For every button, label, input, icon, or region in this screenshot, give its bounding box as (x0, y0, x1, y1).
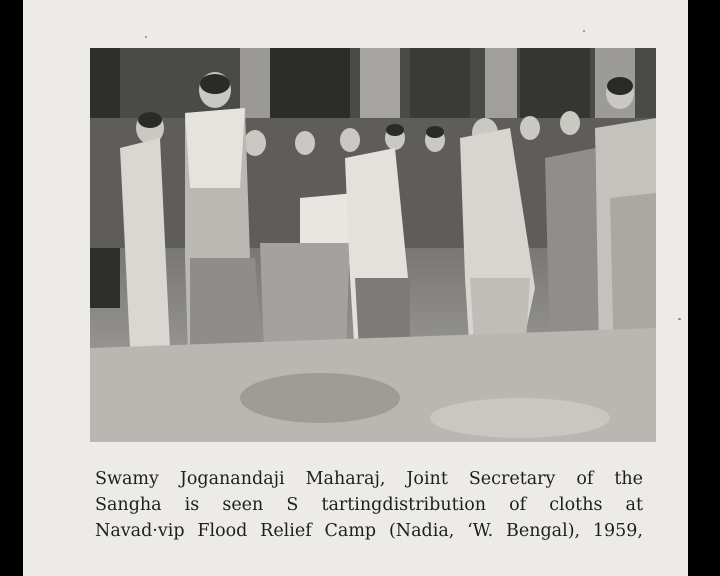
page-speck (678, 318, 681, 320)
caption-line: Sangha is seen S tartingdistribution of cloths at (95, 495, 643, 515)
photo-caption (95, 466, 643, 544)
caption-line: Navad·vip Flood Relief Camp (Nadia, ‘W. Bengal), 1959, (95, 521, 643, 541)
caption-line: Swamy Joganandaji Maharaj, Joint Secretary of the (95, 469, 643, 489)
page-speck (583, 30, 585, 32)
photograph (90, 48, 656, 442)
scanned-page (23, 0, 688, 576)
photograph-icon (90, 48, 656, 442)
page-speck (145, 36, 147, 38)
